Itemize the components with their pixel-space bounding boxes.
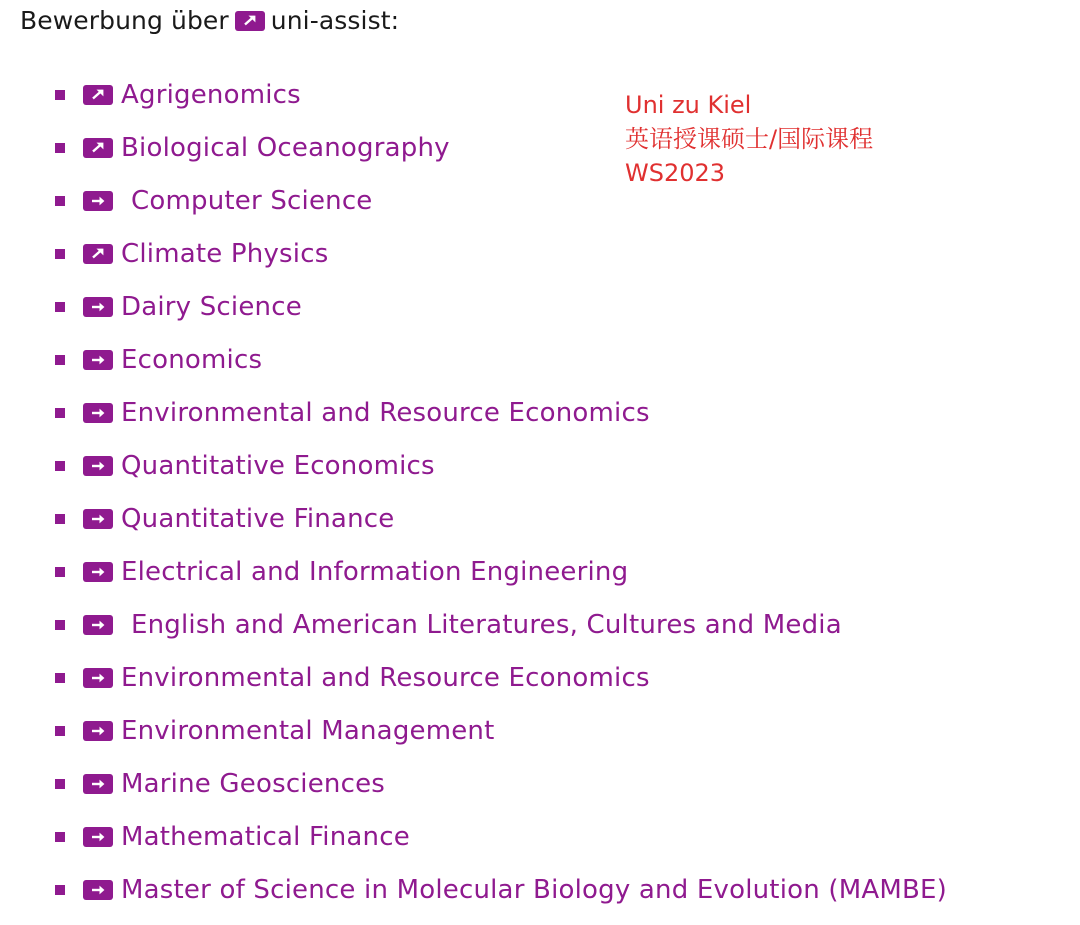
list-item[interactable]	[55, 810, 947, 863]
bullet-square-icon	[55, 514, 65, 524]
list-item[interactable]	[55, 863, 947, 916]
bullet-square-icon	[55, 673, 65, 683]
bullet-square-icon	[55, 408, 65, 418]
external-link-arrow-icon[interactable]	[83, 721, 113, 741]
external-link-diagonal-icon[interactable]	[83, 138, 113, 158]
list-item-label[interactable]: English and American Literatures, Cultures and Media	[131, 609, 842, 640]
list-item[interactable]	[55, 280, 947, 333]
external-link-arrow-icon[interactable]	[83, 403, 113, 423]
bullet-square-icon	[55, 143, 65, 153]
external-link-arrow-icon[interactable]	[83, 615, 113, 635]
bullet-square-icon	[55, 302, 65, 312]
list-item[interactable]	[55, 757, 947, 810]
external-link-diagonal-icon[interactable]	[83, 85, 113, 105]
note-line-2: 英语授课硕士/国际课程	[625, 125, 874, 154]
bullet-square-icon	[55, 567, 65, 577]
bullet-square-icon	[55, 885, 65, 895]
list-item-label[interactable]: Mathematical Finance	[121, 821, 410, 852]
list-item-label[interactable]: Quantitative Economics	[121, 450, 435, 481]
list-item-label[interactable]: Master of Science in Molecular Biology and Evolution (MAMBE)	[121, 874, 947, 905]
list-item-label[interactable]: Agrigenomics	[121, 79, 301, 110]
list-item[interactable]	[55, 492, 947, 545]
external-link-arrow-icon[interactable]	[83, 297, 113, 317]
program-list	[55, 68, 947, 916]
external-link-arrow-icon[interactable]	[83, 191, 113, 211]
list-item-label[interactable]: Dairy Science	[121, 291, 302, 322]
page-title	[20, 6, 399, 35]
bullet-square-icon	[55, 832, 65, 842]
external-link-diagonal-icon	[235, 11, 265, 31]
bullet-square-icon	[55, 90, 65, 100]
list-item-label[interactable]: Computer Science	[131, 185, 373, 216]
list-item[interactable]	[55, 704, 947, 757]
bullet-square-icon	[55, 779, 65, 789]
external-link-arrow-icon[interactable]	[83, 509, 113, 529]
page-title-text-after: uni-assist:	[270, 6, 400, 35]
list-item-label[interactable]: Biological Oceanography	[121, 132, 450, 163]
external-link-arrow-icon[interactable]	[83, 774, 113, 794]
list-item[interactable]	[55, 386, 947, 439]
external-link-arrow-icon[interactable]	[83, 456, 113, 476]
bullet-square-icon	[55, 355, 65, 365]
list-item-label[interactable]: Marine Geosciences	[121, 768, 386, 799]
external-link-arrow-icon[interactable]	[83, 827, 113, 847]
list-item[interactable]	[55, 651, 947, 704]
bullet-square-icon	[55, 726, 65, 736]
list-item-label[interactable]: Climate Physics	[121, 238, 329, 269]
bullet-square-icon	[55, 196, 65, 206]
annotation-note	[625, 88, 873, 190]
list-item-label[interactable]: Environmental and Resource Economics	[121, 397, 650, 428]
bullet-square-icon	[55, 249, 65, 259]
list-item[interactable]	[55, 333, 947, 386]
external-link-arrow-icon[interactable]	[83, 562, 113, 582]
list-item-label[interactable]: Economics	[121, 344, 263, 375]
list-item-label[interactable]: Environmental and Resource Economics	[121, 662, 650, 693]
list-item[interactable]	[55, 598, 947, 651]
external-link-arrow-icon[interactable]	[83, 350, 113, 370]
bullet-square-icon	[55, 620, 65, 630]
page-title-text-before: Bewerbung über	[20, 6, 229, 35]
list-item-label[interactable]: Environmental Management	[121, 715, 495, 746]
external-link-arrow-icon[interactable]	[83, 668, 113, 688]
note-line-3: WS2023	[625, 159, 726, 188]
list-item[interactable]	[55, 545, 947, 598]
note-line-1: Uni zu Kiel	[625, 91, 752, 119]
list-item[interactable]	[55, 439, 947, 492]
list-item-label[interactable]: Quantitative Finance	[121, 503, 395, 534]
list-item-label[interactable]: Electrical and Information Engineering	[121, 556, 629, 587]
external-link-arrow-icon[interactable]	[83, 880, 113, 900]
bullet-square-icon	[55, 461, 65, 471]
list-item[interactable]	[55, 227, 947, 280]
external-link-diagonal-icon[interactable]	[83, 244, 113, 264]
